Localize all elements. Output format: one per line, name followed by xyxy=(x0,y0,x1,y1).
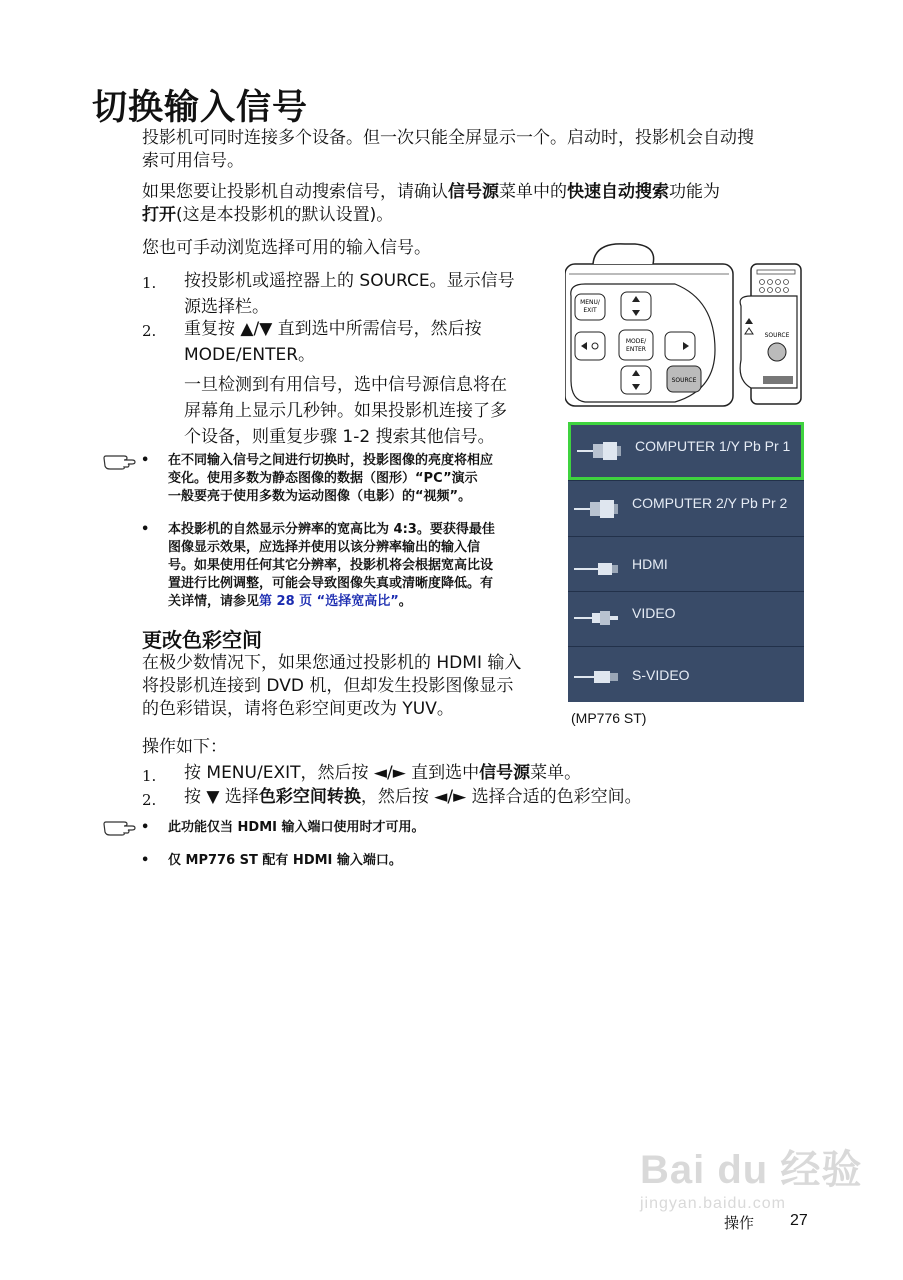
hdmi-connector-icon xyxy=(574,559,620,579)
svg-text:EXIT: EXIT xyxy=(583,307,597,314)
source-item-computer-2[interactable] xyxy=(568,480,804,536)
menu-term: 信号源 xyxy=(448,182,499,202)
source-item-s-video[interactable] xyxy=(568,646,804,702)
text: (这是本投影机的默认设置)。 xyxy=(176,205,394,225)
step-1-text xyxy=(184,268,515,320)
note-brightness xyxy=(168,452,553,506)
text: 如果您要让投影机自动搜索信号，请确认 xyxy=(142,182,448,202)
svg-text:SOURCE: SOURCE xyxy=(764,332,790,339)
procedure-step-1 xyxy=(184,760,581,786)
aspect-ratio-link[interactable]: 第 28 页 “选择宽高比” xyxy=(259,594,399,609)
source-selection-menu xyxy=(568,422,804,701)
text: 按 MENU/EXIT，然后按 ◄/► 直到选中 xyxy=(184,763,480,783)
step-line: 重复按 ▲/▼ 直到选中所需信号，然后按 xyxy=(184,319,482,339)
intro-paragraph-2 xyxy=(142,181,822,227)
procedure-label: 操作如下： xyxy=(142,737,227,757)
note-line: 置进行比例调整，可能会导致图像失真或清晰度降低。有 xyxy=(168,576,494,591)
rca-connector-icon xyxy=(574,608,620,628)
step-number: 2. xyxy=(142,322,157,340)
color-space-paragraph xyxy=(142,652,562,721)
source-item-label: S-VIDEO xyxy=(632,667,690,683)
step-line: 源选择栏。 xyxy=(184,297,269,317)
bullet: • xyxy=(141,853,150,868)
svg-text:SOURCE: SOURCE xyxy=(671,377,697,384)
note-line: 一般要亮于使用多数为运动图像（电影）的“视频”。 xyxy=(168,489,472,504)
menu-term: 信号源 xyxy=(479,763,531,783)
source-item-hdmi[interactable] xyxy=(568,536,804,592)
source-item-label: COMPUTER 1/Y Pb Pr 1 xyxy=(635,438,791,454)
intro-line: 索可用信号。 xyxy=(142,151,244,171)
intro-line: 投影机可同时连接多个设备。但一次只能全屏显示一个。启动时，投影机会自动搜 xyxy=(142,128,754,148)
step-line: 屏幕角上显示几秒钟。如果投影机连接了多 xyxy=(184,401,507,421)
figure-caption: (MP776 ST) xyxy=(571,710,647,726)
step-number: 2. xyxy=(142,791,157,809)
step-2-detail xyxy=(184,372,507,450)
note-line: 关详情，请参见 xyxy=(168,594,260,609)
feature-term: 快速自动搜索 xyxy=(567,182,669,202)
para-line: 的色彩错误，请将色彩空间更改为 YUV。 xyxy=(142,699,454,719)
pointing-hand-icon xyxy=(102,452,138,472)
text: 按 ▼ 选择 xyxy=(184,787,259,807)
procedure-step-2 xyxy=(184,784,642,810)
source-item-label: HDMI xyxy=(632,556,668,572)
note-hdmi-only: 此功能仅当 HDMI 输入端口使用时才可用。 xyxy=(168,820,425,835)
projector-keypad-illustration xyxy=(565,240,805,412)
text: 功能为 xyxy=(669,182,720,202)
step-2-text xyxy=(184,316,482,368)
para-line: 将投影机连接到 DVD 机，但却发生投影图像显示 xyxy=(142,676,514,696)
intro-paragraph-3: 您也可手动浏览选择可用的输入信号。 xyxy=(142,238,431,258)
svg-text:MODE/: MODE/ xyxy=(625,338,647,345)
note-line: 号。如果使用任何其它分辨率，投影机将会根据宽高比设 xyxy=(168,558,494,573)
page-number: 27 xyxy=(790,1212,808,1229)
watermark xyxy=(640,1138,862,1213)
page-title: 切换输入信号 xyxy=(92,88,309,128)
para-line: 在极少数情况下，如果您通过投影机的 HDMI 输入 xyxy=(142,653,522,673)
watermark-brand: Bai du 经验 xyxy=(640,1148,863,1192)
text: 。 xyxy=(398,594,412,609)
step-line: 按投影机或遥控器上的 SOURCE。显示信号 xyxy=(184,271,515,291)
svg-text:ENTER: ENTER xyxy=(626,346,646,353)
vga-connector-icon xyxy=(574,499,620,519)
note-line: 在不同输入信号之间进行切换时，投影图像的亮度将相应 xyxy=(168,453,494,468)
bullet: • xyxy=(141,522,150,537)
note-model-hdmi: 仅 MP776 ST 配有 HDMI 输入端口。 xyxy=(168,853,402,868)
setting-term: 打开 xyxy=(142,205,176,225)
text: 菜单中的 xyxy=(499,182,567,202)
bullet: • xyxy=(141,820,150,835)
source-item-label: VIDEO xyxy=(632,605,676,621)
section-heading: 更改色彩空间 xyxy=(142,628,262,652)
text: 菜单。 xyxy=(530,763,582,783)
source-item-label: COMPUTER 2/Y Pb Pr 2 xyxy=(632,495,788,511)
bullet: • xyxy=(141,453,150,468)
footer-section: 操作 xyxy=(724,1214,755,1232)
svg-text:MENU/: MENU/ xyxy=(580,299,600,306)
note-line: 变化。使用多数为静态图像的数据（图形）“PC”演示 xyxy=(168,471,478,486)
svideo-connector-icon xyxy=(574,667,620,687)
menu-term: 色彩空间转换 xyxy=(258,787,361,807)
source-item-video[interactable] xyxy=(568,591,804,647)
source-item-computer-1[interactable] xyxy=(568,422,804,480)
vga-connector-icon xyxy=(577,441,623,461)
step-line: 个设备，则重复步骤 1-2 搜索其他信号。 xyxy=(184,427,495,447)
watermark-url: jingyan.baidu.com xyxy=(640,1195,786,1212)
step-number: 1. xyxy=(142,274,157,292)
intro-paragraph-1 xyxy=(142,127,822,173)
step-line: 一旦检测到有用信号，选中信号源信息将在 xyxy=(184,375,507,395)
step-line: MODE/ENTER。 xyxy=(184,345,316,365)
note-aspect-ratio xyxy=(168,521,553,611)
pointing-hand-icon xyxy=(102,818,138,838)
note-line: 本投影机的自然显示分辨率的宽高比为 4:3。要获得最佳 xyxy=(168,522,495,537)
step-number: 1. xyxy=(142,767,157,785)
note-line: 图像显示效果，应选择并使用以该分辨率输出的输入信 xyxy=(168,540,481,555)
text: ，然后按 ◄/► 选择合适的色彩空间。 xyxy=(360,787,642,807)
